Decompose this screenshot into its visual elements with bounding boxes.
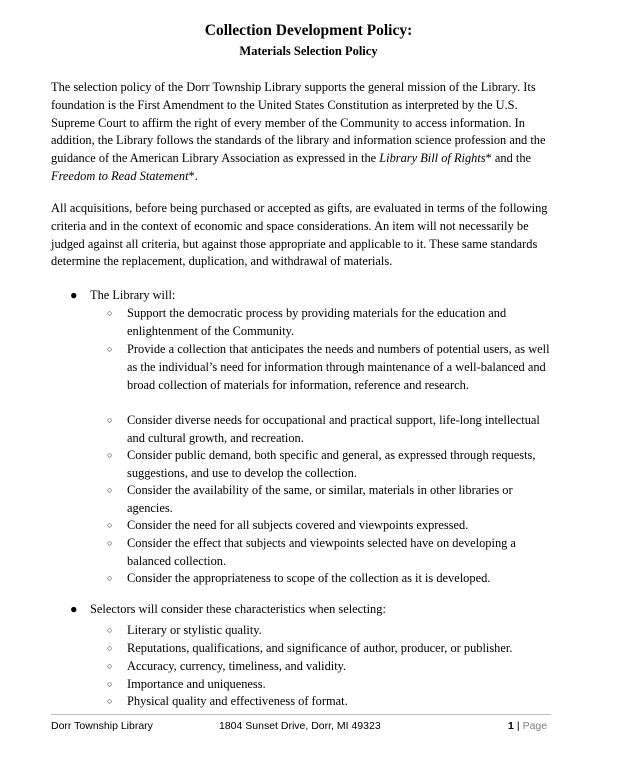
circle-bullet-icon: ○ [107,538,113,548]
circle-bullet-icon: ○ [107,696,113,706]
circle-bullet-icon: ○ [107,344,113,354]
list-item-text: Consider the effect that subjects and viewpoints selected have on developing a balanced collection. [127,536,516,568]
bullet-dot-icon: ● [70,602,78,616]
footer-library-name: Dorr Township Library [51,720,153,732]
bullet-dot-icon: ● [70,288,78,302]
bill-of-rights-title: Library Bill of Rights [379,151,486,166]
footer-page-number [508,720,547,732]
list-item-text: Accuracy, currency, timeliness, and validity. [127,659,347,673]
list-item-text: Reputations, qualifications, and significance of author, producer, or publisher. [127,641,513,655]
circle-bullet-icon: ○ [107,643,113,653]
circle-bullet-icon: ○ [107,450,113,460]
circle-bullet-icon: ○ [107,661,113,671]
intro-text-3: *. [188,168,198,183]
circle-bullet-icon: ○ [107,679,113,689]
list-item-text: Physical quality and effectiveness of format. [127,694,348,708]
intro-text-2: * and the [485,151,532,166]
list-item-text: Consider the availability of the same, or similar, materials in other libraries or agencies. [127,483,513,515]
circle-bullet-icon: ○ [107,308,113,318]
circle-bullet-icon: ○ [107,573,113,583]
list-item-text: Consider the need for all subjects covered and viewpoints expressed. [127,518,469,532]
circle-bullet-icon: ○ [107,485,113,495]
page-word: Page [522,720,548,732]
footer-address: 1804 Sunset Drive, Dorr, MI 49323 [219,720,381,732]
selectors-heading: Selectors will consider these characteristics when selecting: [90,602,386,616]
list-item-text: Consider public demand, both specific and general, as expressed through requests, suggestions, and use to develop the collection. [127,448,536,480]
list-item-text: Consider diverse needs for occupational and practical support, life-long intellectual and cultural growth, and recreation. [127,413,540,445]
circle-bullet-icon: ○ [107,520,113,530]
list-item-text: Importance and uniqueness. [127,677,266,691]
page-subtitle: Materials Selection Policy [239,44,378,58]
circle-bullet-icon: ○ [107,415,113,425]
list-item-text: Consider the appropriateness to scope of the collection as it is developed. [127,571,491,585]
acquisitions-paragraph: All acquisitions, before being purchased or accepted as gifts, are evaluated in terms of the following criteria and in the context of economic and space considerations. An item will not necessarily be judged against all criteria, but against those appropriate and applicable to it. These same standards determine the replacement, duplication, and withdrawal of materials. [51,201,548,269]
list-item-text: Literary or stylistic quality. [127,623,262,637]
page-title: Collection Development Policy: [204,22,413,39]
page-separator: | [516,720,520,732]
list-item-text: Support the democratic process by providing materials for the education and enlightenment of the Community. [127,306,507,338]
footer-divider [51,714,551,715]
intro-text-1: The selection policy of the Dorr Township Library supports the general mission of the Library. Its foundation is the First Amendment to the United States Constitution as interpreted by the U.S. Supreme Court to affirm the right of every member of the Community to access information. In addition, the Library follows the standards of the library and information science profession and the guidance of the American Library Association as expressed in the [51,80,546,166]
list-item-text: Provide a collection that anticipates the needs and numbers of potential users, as well as the individual’s need for information through maintenance of a well-balanced and broad collection of materials for information, reference and research. [127,342,550,392]
freedom-to-read-title: Freedom to Read Statement [51,168,189,183]
page-number: 1 [508,720,514,732]
library-will-heading: The Library will: [90,288,176,302]
circle-bullet-icon: ○ [107,625,113,635]
intro-paragraph [51,79,551,186]
